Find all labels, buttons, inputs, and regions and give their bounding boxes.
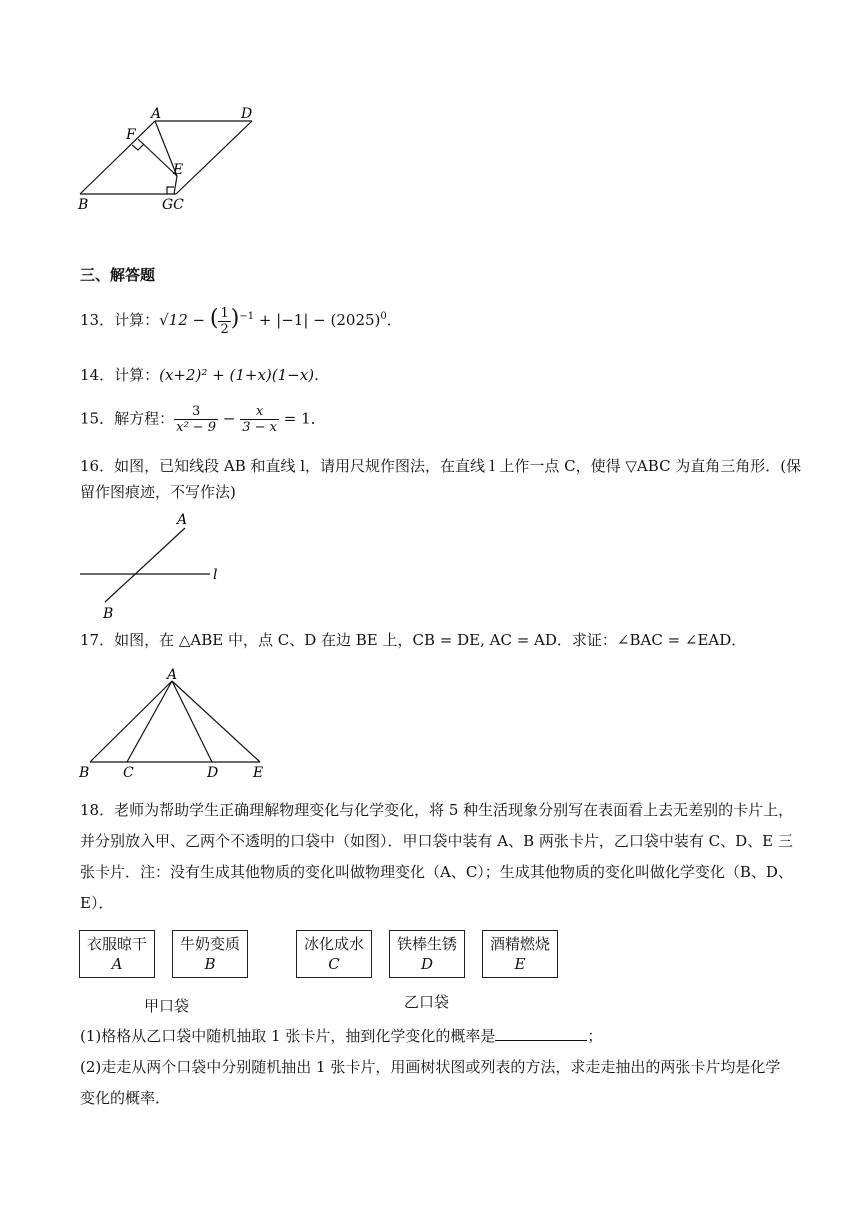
line-figure: [75, 510, 245, 622]
question-18-sub2-line2: 变化的概率．: [80, 1089, 171, 1107]
bag-label-yi: 乙口袋: [404, 993, 450, 1011]
parallelogram-figure: [70, 100, 270, 215]
label-D: D: [207, 765, 219, 780]
label-C: C: [123, 765, 134, 780]
card-D: 铁棒生锈 D: [389, 930, 465, 978]
label-l: l: [213, 567, 218, 583]
question-18-line2: 并分别放入甲、乙两个不透明的口袋中（如图）．甲口袋中装有 A、B 两张卡片，乙口袋中装有 C、D、E 三: [80, 832, 793, 850]
question-18-line4: E）．: [80, 894, 114, 912]
question-18-sub1: (1)格格从乙口袋中随机抽取 1 张卡片，抽到化学变化的概率是 ；: [80, 1022, 602, 1050]
question-18-line3: 张卡片．注：没有生成其他物质的变化叫做物理变化（A、C）；生成其他物质的变化叫做化学变化（B、D、: [80, 863, 793, 881]
question-14: 14．计算：(x+2)² + (1+x)(1−x)．: [80, 366, 330, 384]
label-GC: GC: [162, 197, 184, 213]
question-15: 15．解方程： $\frac{3}{\text{x² − 9}}$ − $\frac{x}{3 - x}$ = 1．: [80, 404, 326, 435]
label-B: B: [103, 606, 114, 622]
triangle-figure: [75, 665, 275, 780]
question-18-sub2-line1: (2)走走从两个口袋中分别随机抽出 1 张卡片，用画树状图或列表的方法，求走走抽出的两张卡片均是化学: [80, 1058, 781, 1076]
question-17: 17．如图，在 △ABE 中，点 C、D 在边 BE 上，CB = DE, AC = AD．求证：∠BAC = ∠EAD．: [80, 631, 747, 649]
label-B: B: [78, 197, 89, 213]
card-B: 牛奶变质 B: [172, 930, 248, 978]
bag-label-jia: 甲口袋: [144, 997, 190, 1015]
question-13: 13．计算：√12 − ( $\frac{1}{2}$ )$^{-1} + |-1| - (2025)^0$．: [80, 305, 402, 337]
question-18-line1: 18．老师为帮助学生正确理解物理变化与化学变化，将 5 种生活现象分别写在表面看上去无差别的卡片上，: [80, 801, 794, 819]
answer-blank[interactable]: [495, 1024, 587, 1041]
label-A: A: [151, 106, 162, 122]
label-A: A: [167, 667, 178, 683]
label-A: A: [177, 512, 188, 528]
label-E: E: [173, 162, 184, 178]
label-B: B: [79, 765, 90, 780]
label-E: E: [253, 765, 264, 780]
card-A: 衣服晾干 A: [79, 930, 155, 978]
label-F: F: [126, 127, 136, 143]
question-16-line1: 16．如图，已知线段 AB 和直线 l，请用尺规作图法，在直线 l 上作一点 C，使得 ▽ABC 为直角三角形．(保: [80, 457, 802, 475]
label-D: D: [241, 106, 253, 122]
card-C: 冰化成水 C: [296, 930, 372, 978]
section-heading: 三、解答题: [80, 266, 156, 284]
card-E: 酒精燃烧 E: [482, 930, 558, 978]
question-16-line2: 留作图痕迹，不写作法): [80, 483, 236, 501]
